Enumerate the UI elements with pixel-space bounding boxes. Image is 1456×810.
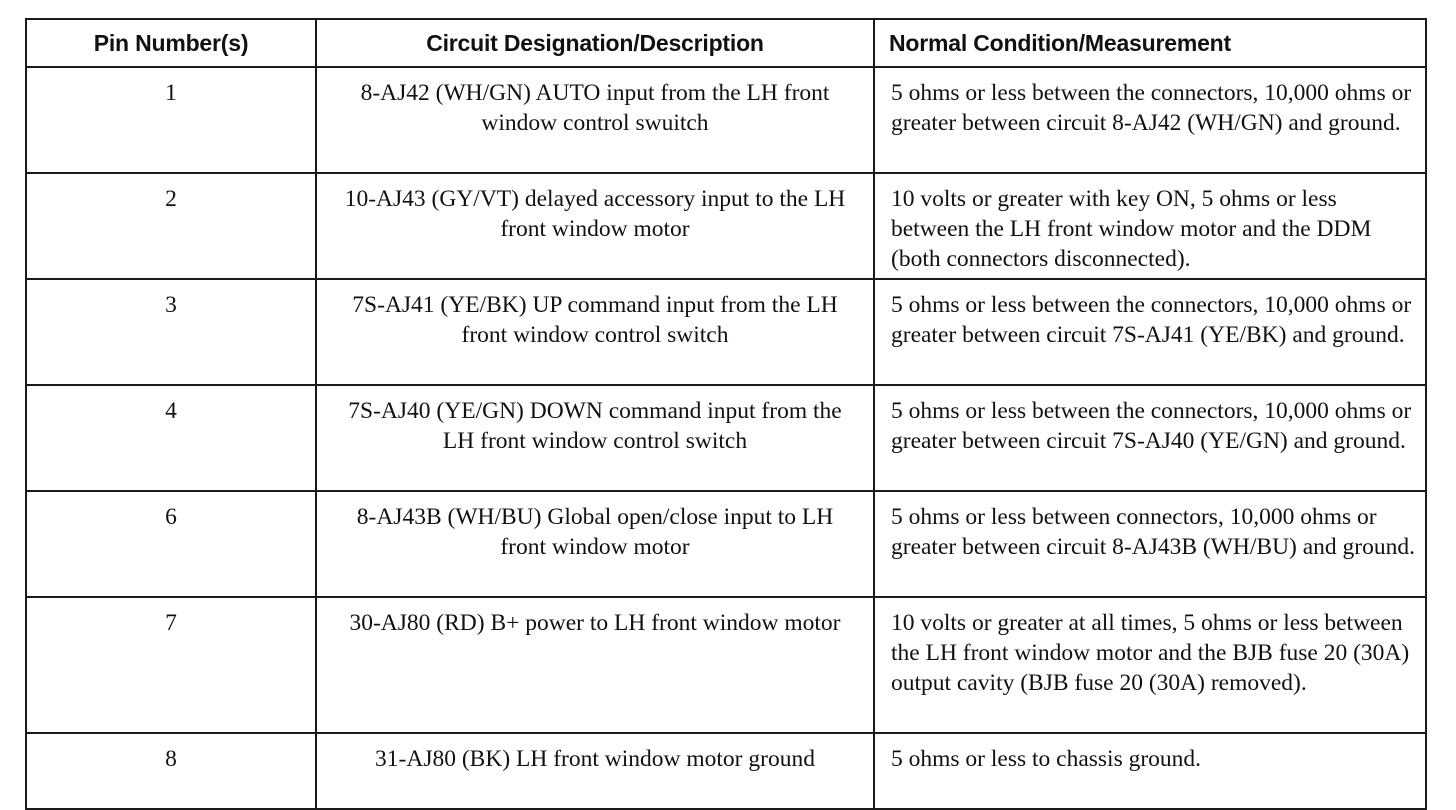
table-row [26,385,1426,491]
header-normal-condition: Normal Condition/Measurement [874,19,1426,67]
condition-cell: 5 ohms or less between connectors, 10,000 ohms or greater between circuit 8-AJ43B (WH/BU) and ground. [874,491,1426,597]
condition-cell: 5 ohms or less between the connectors, 10,000 ohms or greater between circuit 7S-AJ41 (YE/BK) and ground. [874,279,1426,385]
pin-number-cell: 7 [26,597,316,733]
pin-number-cell: 8 [26,733,316,809]
circuit-description-cell: 7S-AJ40 (YE/GN) DOWN command input from the LH front window control switch [316,385,874,491]
circuit-description-cell: 7S-AJ41 (YE/BK) UP command input from the LH front window control switch [316,279,874,385]
pin-number-cell: 6 [26,491,316,597]
condition-cell: 5 ohms or less between the connectors, 10,000 ohms or greater between circuit 7S-AJ40 (YE/GN) and ground. [874,385,1426,491]
condition-cell: 5 ohms or less to chassis ground. [874,733,1426,809]
header-circuit-designation: Circuit Designation/Description [316,19,874,67]
table-row [26,279,1426,385]
circuit-description-cell: 10-AJ43 (GY/VT) delayed accessory input to the LH front window motor [316,173,874,279]
circuit-description-cell: 30-AJ80 (RD) B+ power to LH front window motor [316,597,874,733]
condition-cell: 10 volts or greater at all times, 5 ohms or less between the LH front window motor and the BJB fuse 20 (30A) output cavity (BJB fuse 20 (30A) removed). [874,597,1426,733]
condition-cell: 10 volts or greater with key ON, 5 ohms or less between the LH front window motor and the DDM (both connectors disconnected). [874,173,1426,279]
pin-number-cell: 2 [26,173,316,279]
table-row [26,173,1426,279]
pin-measurement-table [25,18,1427,810]
circuit-description-cell: 8-AJ43B (WH/BU) Global open/close input to LH front window motor [316,491,874,597]
condition-cell: 5 ohms or less between the connectors, 10,000 ohms or greater between circuit 8-AJ42 (WH/GN) and ground. [874,67,1426,173]
table-row [26,597,1426,733]
circuit-description-cell: 8-AJ42 (WH/GN) AUTO input from the LH front window control swuitch [316,67,874,173]
table-row [26,491,1426,597]
circuit-description-cell: 31-AJ80 (BK) LH front window motor ground [316,733,874,809]
pin-number-cell: 3 [26,279,316,385]
pin-number-cell: 1 [26,67,316,173]
table-row [26,67,1426,173]
header-pin-numbers: Pin Number(s) [26,19,316,67]
table-header-row [26,19,1426,67]
table-row [26,733,1426,809]
pin-number-cell: 4 [26,385,316,491]
